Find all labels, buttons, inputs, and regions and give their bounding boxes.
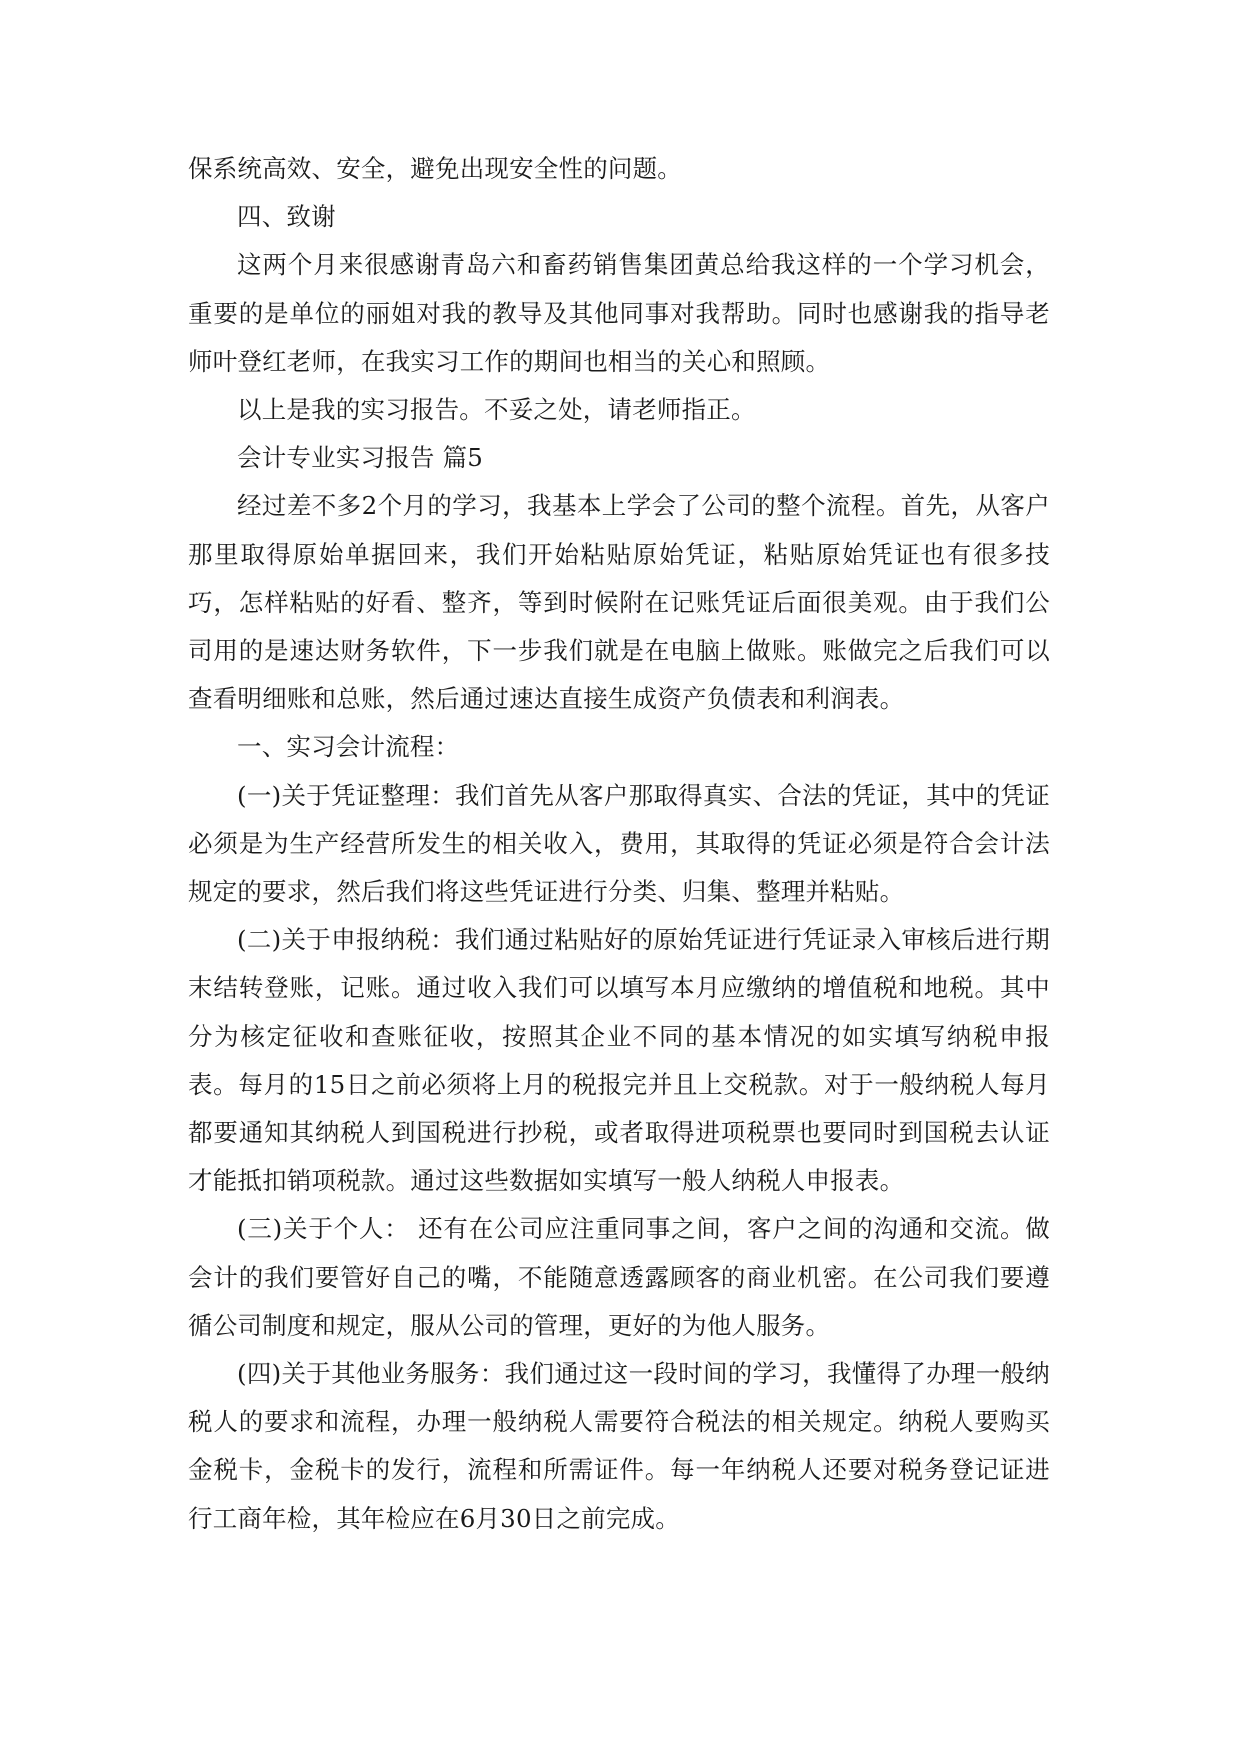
paragraph-other-services: (四)关于其他业务服务：我们通过这一段时间的学习，我懂得了办理一般纳税人的要求和流程，办理一般纳税人需要符合税法的相关规定。纳税人要购买金税卡，金税卡的发行，流程和所需证件。每一年纳税人还要对税务登记证进行工商年检，其年检应在6月30日之前完成。: [188, 1359, 1050, 1533]
heading-accounting-process: 一、实习会计流程：: [237, 732, 460, 762]
paragraph-closing: 以上是我的实习报告。不妥之处，请老师指正。: [237, 395, 756, 425]
heading-report-title: 会计专业实习报告 篇5: [237, 443, 484, 473]
paragraph-intro: 经过差不多2个月的学习，我基本上学会了公司的整个流程。首先，从客户那里取得原始单据回来，我们开始粘贴原始凭证，粘贴原始凭证也有很多技巧，怎样粘贴的好看、整齐，等到时候附在记账凭证后面很美观。由于我们公司用的是速达财务软件，下一步我们就是在电脑上做账。账做完之后我们可以查看明细账和总账，然后通过速达直接生成资产负债表和利润表。: [188, 491, 1050, 714]
paragraph-security-conclusion: 保系统高效、安全，避免出现安全性的问题。: [188, 154, 682, 183]
document-body: [188, 145, 1050, 1543]
heading-acknowledgements: 四、致谢: [237, 202, 336, 232]
paragraph-thanks: 这两个月来很感谢青岛六和畜药销售集团黄总给我这样的一个学习机会，重要的是单位的丽姐对我的教导及其他同事对我帮助。同时也感谢我的指导老师叶登红老师，在我实习工作的期间也相当的关心和照顾。: [188, 250, 1050, 376]
paragraph-tax-filing: (二)关于申报纳税：我们通过粘贴好的原始凭证进行凭证录入审核后进行期末结转登账，记账。通过收入我们可以填写本月应缴纳的增值税和地税。其中分为核定征收和查账征收，按照其企业不同的基本情况的如实填写纳税申报表。每月的15日之前必须将上月的税报完并且上交税款。对于一般纳税人每月都要通知其纳税人到国税进行抄税，或者取得进项税票也要同时到国税去认证才能抵扣销项税款。通过这些数据如实填写一般人纳税人申报表。: [188, 925, 1050, 1196]
paragraph-voucher-organizing: (一)关于凭证整理：我们首先从客户那取得真实、合法的凭证，其中的凭证必须是为生产经营所发生的相关收入，费用，其取得的凭证必须是符合会计法规定的要求，然后我们将这些凭证进行分类、归集、整理并粘贴。: [188, 780, 1050, 907]
paragraph-personal: (三)关于个人： 还有在公司应注重同事之间，客户之间的沟通和交流。做会计的我们要管好自己的嘴，不能随意透露顾客的商业机密。在公司我们要遵循公司制度和规定，服从公司的管理，更好的为他人服务。: [188, 1214, 1050, 1340]
